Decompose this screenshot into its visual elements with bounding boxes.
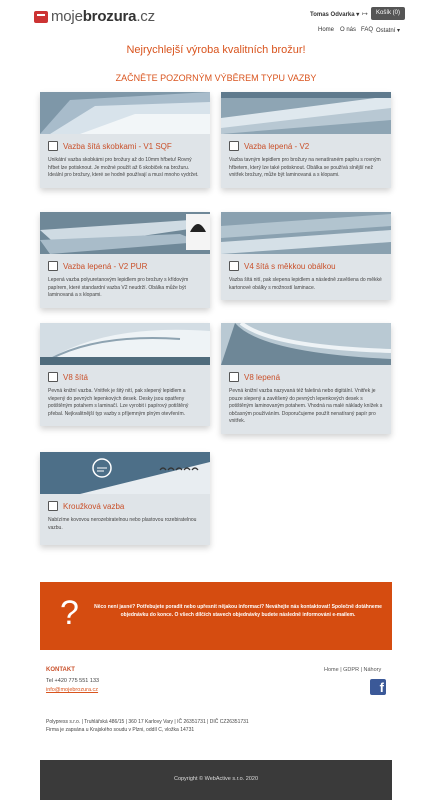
binding-title: Vazba šítá skobkami - V1 SQF xyxy=(63,141,172,151)
binding-description: Vazba tavným lepidlem pro brožury na nenatíraném papíru s rovným hřbetem, který lze také potisknout. Obálka se používá slnější než vnitřek brožury, může být laminovaná a s klopami. xyxy=(229,157,381,178)
binding-image xyxy=(40,323,210,365)
page-subheadline: ZAČNĚTE POZORNÝM VÝBĚREM TYPU VAZBY xyxy=(115,73,317,83)
nav-faq[interactable]: FAQ xyxy=(361,27,374,33)
binding-description: Pevná knižní vazba nazyvaná též falešná nebo digitální. Vnitřek je pouze slepený a zavěšený do pevných lepenkových desek s potištěným laminovaným potahem. Vhodná na malé náklady knížek s občasným používáním. Doporučujeme použít nenatíraný papír pro vnitřek. xyxy=(229,388,383,424)
logout-icon[interactable]: ↦ xyxy=(362,11,368,18)
binding-image xyxy=(221,212,391,254)
binding-title: V8 lepená xyxy=(244,372,281,382)
binding-image xyxy=(221,92,391,134)
binding-checkbox[interactable] xyxy=(48,141,58,151)
binding-description: Unikátní vazba skobkámi pro brožury až do 10mm hřbetu! Rovný hřbet lze potisknout. Je možné použít až 6 skobiček na brožuru. Ideální pro brožury, které se hodně používají a musí mnoho vydržet. xyxy=(48,157,199,178)
binding-title: Vazba lepená - V2 PUR xyxy=(63,261,148,271)
binding-card-v2-pur[interactable] xyxy=(40,212,210,308)
binding-image xyxy=(40,452,210,494)
binding-card-v4[interactable] xyxy=(221,212,391,300)
binding-card-v8-glued[interactable] xyxy=(221,323,391,434)
contact-email-link[interactable]: info@mojebrozura.cz xyxy=(46,687,99,693)
binding-title: V4 šítá s měkkou obálkou xyxy=(244,261,336,271)
binding-checkbox[interactable] xyxy=(229,261,239,271)
binding-checkbox[interactable] xyxy=(48,261,58,271)
contact-cta-banner xyxy=(40,582,392,650)
binding-description: Lepená vazba polyuretanovým lepidlem pro brožury s křídovým papírem, které standardní vazba V2 neudrží. Obálka může být laminovaná a s klopami. xyxy=(48,277,189,298)
binding-checkbox[interactable] xyxy=(229,372,239,382)
binding-card-v8-sewn[interactable] xyxy=(40,323,210,426)
binding-title: V8 šítá xyxy=(63,372,88,382)
binding-card-v2[interactable] xyxy=(221,92,391,188)
copyright: Copyright © WebActive s.r.o. 2020 xyxy=(173,776,259,782)
nav-other[interactable]: Ostatní ▾ xyxy=(376,28,401,34)
site-logo[interactable] xyxy=(34,8,155,25)
binding-checkbox[interactable] xyxy=(48,372,58,382)
nav-about[interactable]: O nás xyxy=(340,27,357,33)
binding-checkbox[interactable] xyxy=(229,141,239,151)
binding-description: Pevná knižní vazba. Vnitřek je šitý nití, pak slepený lepidlem a vlepený do pevných lepenkových desek. Desky jsou opatřeny potištěným potahem s laminačí. Lze vyrobit i papírový potištěný přebal. Nejkvalitnější typ vazby s příjemným plným otevřením. xyxy=(48,388,189,417)
company-info xyxy=(46,718,366,734)
company-registration: Firma je zapsána u Krajského soudu v Plzni, oddíl C, vložka 14731 xyxy=(46,727,195,733)
binding-title: Vazba lepená - V2 xyxy=(244,141,310,151)
facebook-icon[interactable]: f xyxy=(370,679,386,695)
footer-links[interactable]: Home | GDPR | Náhory xyxy=(324,667,382,673)
binding-card-v1-sqf[interactable] xyxy=(40,92,210,188)
user-menu[interactable]: Tomas Odvarka ▾ xyxy=(310,12,360,18)
logo-text: mojebrozura.cz xyxy=(51,8,155,25)
binding-image xyxy=(40,212,210,254)
contact-phone: Tel +420 775 551 133 xyxy=(46,678,100,684)
contact-heading: KONTAKT xyxy=(46,667,75,673)
binding-checkbox[interactable] xyxy=(48,501,58,511)
binding-description: Vazba šítá nití, pak slepena lepidlem a následně zavěšena do měkké kartonové obálky s možností laminace. xyxy=(229,277,382,291)
cart-button[interactable]: Košík (0) xyxy=(371,7,405,20)
binding-title: Kroužková vazba xyxy=(63,501,125,511)
cta-text: Něco není jasné? Potřebujete poradit nebo upřesnit nějakou informaci? Neváhejte nás kontaktovat! Společně dotáhneme objednávku do konce. O všech dílčích stavech objednávky budete následně informováni e-mailem. xyxy=(94,604,382,618)
binding-image xyxy=(40,92,210,134)
binding-image xyxy=(221,323,391,365)
binding-card-ring[interactable] xyxy=(40,452,210,545)
company-address: Polypress s.r.o. | Truhlářská 486/15 | 360 17 Karlovy Vary | IČ 26351731 | DIČ CZ26351731 xyxy=(46,719,249,725)
nav-home[interactable]: Home xyxy=(318,27,335,33)
site-header xyxy=(0,0,432,42)
binding-description: Nabízíme kovovou nerozebiratelnou nebo plastovou rozebiratelnou vazbu. xyxy=(48,517,197,531)
question-icon: ? xyxy=(60,594,79,632)
page-headline: Nejrychlejší výroba kvalitních brožur! xyxy=(126,44,306,56)
logo-icon xyxy=(34,11,48,23)
site-footer xyxy=(40,760,392,800)
